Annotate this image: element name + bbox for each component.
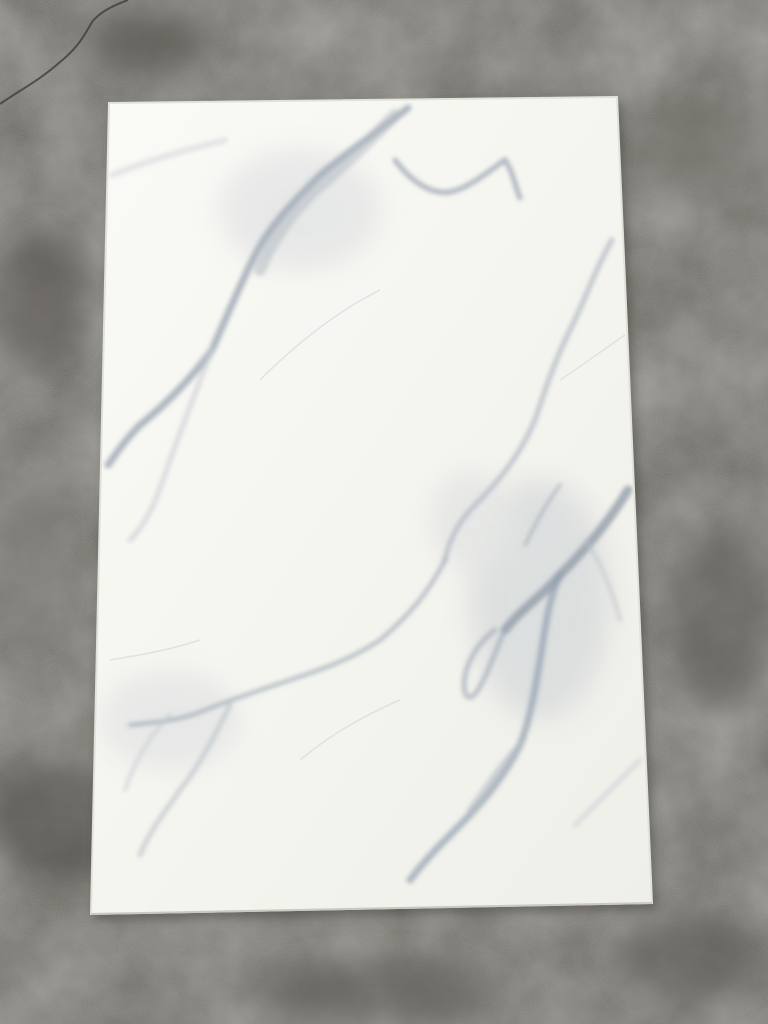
marble-tile: [91, 97, 652, 914]
